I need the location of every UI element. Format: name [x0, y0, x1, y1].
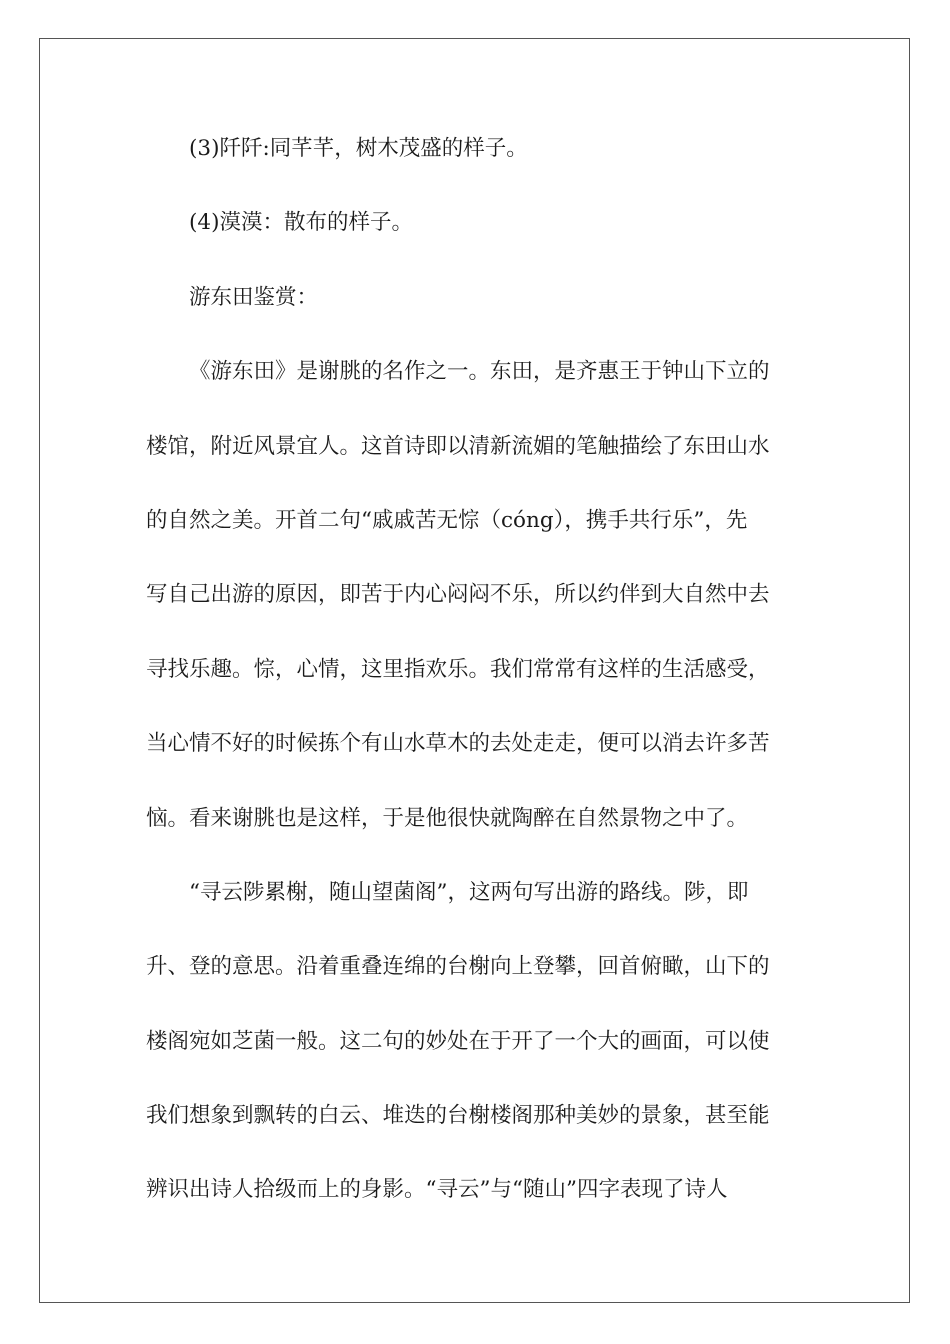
text-line: 楼阁宛如芝菌一般。这二句的妙处在于开了一个大的画面，可以使 — [146, 1028, 770, 1054]
text-line: “寻云陟累榭，随山望菌阁”，这两句写出游的路线。陟，即 — [189, 879, 749, 905]
text-line: 恼。看来谢朓也是这样，于是他很快就陶醉在自然景物之中了。 — [146, 805, 749, 831]
text-line: 寻找乐趣。悰，心情，这里指欢乐。我们常常有这样的生活感受， — [146, 656, 770, 682]
section-heading: 游东田鉴赏： — [189, 284, 319, 310]
text-line: 升、登的意思。沿着重叠连绵的台榭向上登攀，回首俯瞰，山下的 — [146, 954, 770, 980]
document-body — [146, 130, 792, 1246]
text-line: (4)漠漠：散布的样子。 — [189, 210, 413, 236]
text-line: 当心情不好的时候拣个有山水草木的去处走走，便可以消去许多苦 — [146, 731, 770, 757]
text-line: 辨识出诗人拾级而上的身影。“寻云”与“随山”四字表现了诗人 — [146, 1177, 728, 1203]
text-line: 《游东田》是谢朓的名作之一。东田，是齐惠王于钟山下立的 — [189, 359, 770, 385]
text-line: 写自己出游的原因，即苦于内心闷闷不乐，所以约伴到大自然中去 — [146, 582, 770, 608]
text-line: (3)阡阡:同芊芊，树木茂盛的样子。 — [189, 136, 528, 161]
text-line: 的自然之美。开首二句“戚戚苦无悰（cóng），携手共行乐”，先 — [146, 507, 748, 533]
text-line: 楼馆，附近风景宜人。这首诗即以清新流媚的笔触描绘了东田山水 — [146, 433, 770, 459]
text-line: 我们想象到飘转的白云、堆迭的台榭楼阁那种美妙的景象，甚至能 — [146, 1103, 770, 1129]
